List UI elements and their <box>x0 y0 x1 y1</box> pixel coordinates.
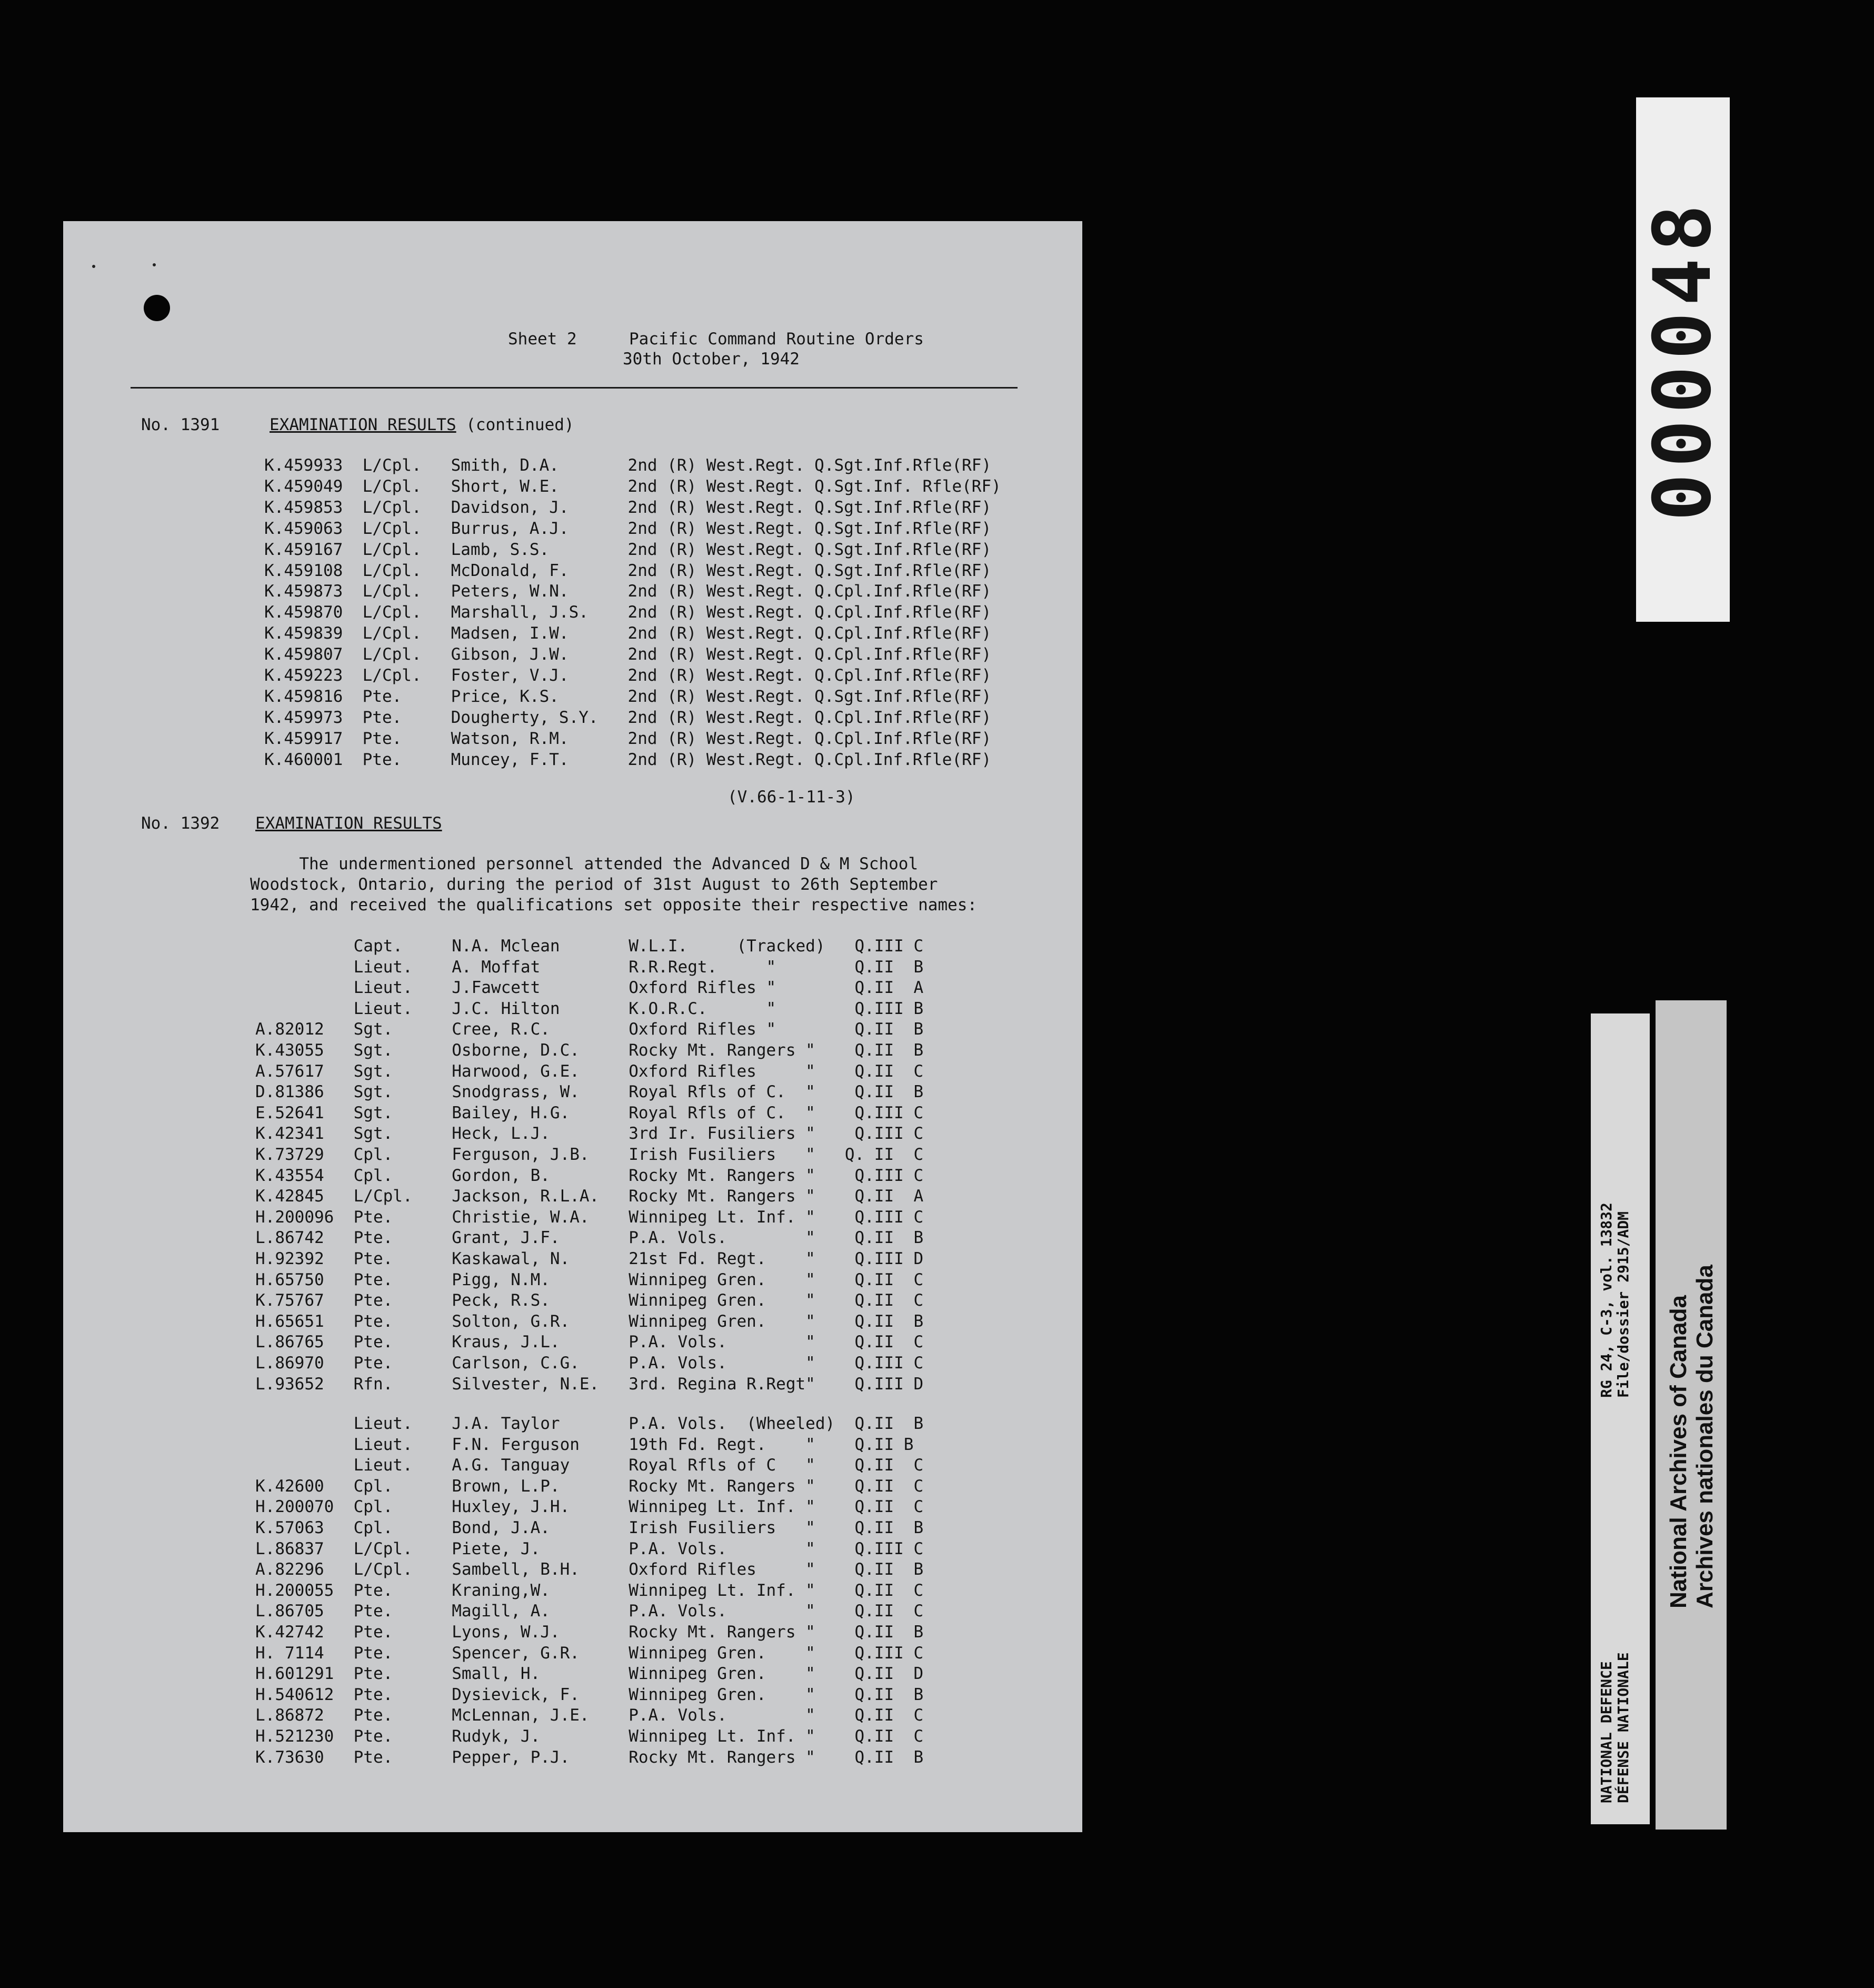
document-date: 30th October, 1942 <box>623 350 800 369</box>
speck <box>92 265 95 268</box>
result-row: H.540612 Pte. Dysievick, F. Winnipeg Gren. " Q.II B <box>255 1685 924 1704</box>
result-row: K.459933 L/Cpl. Smith, D.A. 2nd (R) West.Regt. Q.Sgt.Inf.Rfle(RF) <box>264 456 992 475</box>
frame-number-stamp <box>1636 97 1730 622</box>
speck <box>153 263 156 266</box>
result-row: H.601291 Pte. Small, H. Winnipeg Gren. " Q.II D <box>255 1664 924 1684</box>
result-row: K.459108 L/Cpl. McDonald, F. 2nd (R) West.Regt. Q.Sgt.Inf.Rfle(RF) <box>264 561 992 580</box>
result-row: Lieut. A.G. Tanguay Royal Rfls of C " Q.II C <box>255 1456 924 1475</box>
result-row: K.73729 Cpl. Ferguson, J.B. Irish Fusiliers " Q. II C <box>255 1145 924 1164</box>
result-row: K.43554 Cpl. Gordon, B. Rocky Mt. Rangers " Q.III C <box>255 1166 924 1185</box>
result-row: L.93652 Rfn. Silvester, N.E. 3rd. Regina R.Regt" Q.III D <box>255 1374 924 1394</box>
result-row: K.460001 Pte. Muncey, F.T. 2nd (R) West.Regt. Q.Cpl.Inf.Rfle(RF) <box>264 750 992 769</box>
order-title-1391-suffix: (continued) <box>456 415 574 434</box>
result-row: D.81386 Sgt. Snodgrass, W. Royal Rfls of C. " Q.II B <box>255 1082 924 1102</box>
result-row: Lieut. J.C. Hilton K.O.R.C. " Q.III B <box>255 999 924 1018</box>
archive-reference-label <box>1591 1013 1650 1824</box>
result-row: K.42845 L/Cpl. Jackson, R.L.A. Rocky Mt. Rangers " Q.II A <box>255 1187 924 1206</box>
result-row: A.57617 Sgt. Harwood, G.E. Oxford Rifles " Q.II C <box>255 1061 924 1081</box>
result-row: L.86765 Pte. Kraus, J.L. P.A. Vols. " Q.II C <box>255 1333 924 1352</box>
result-row: K.42341 Sgt. Heck, L.J. 3rd Ir. Fusiliers " Q.III C <box>255 1124 924 1144</box>
result-row: K.459870 L/Cpl. Marshall, J.S. 2nd (R) West.Regt. Q.Cpl.Inf.Rfle(RF) <box>264 603 992 622</box>
result-row: K.459063 L/Cpl. Burrus, A.J. 2nd (R) West.Regt. Q.Sgt.Inf.Rfle(RF) <box>264 519 992 538</box>
result-row: K.459853 L/Cpl. Davidson, J. 2nd (R) West.Regt. Q.Sgt.Inf.Rfle(RF) <box>264 498 992 517</box>
result-row: L.86742 Pte. Grant, J.F. P.A. Vols. " Q.II B <box>255 1228 924 1248</box>
result-row: Lieut. J.Fawcett Oxford Rifles " Q.II A <box>255 978 924 998</box>
result-row: H.92392 Pte. Kaskawal, N. 21st Fd. Regt. " Q.III D <box>255 1249 924 1268</box>
result-row: K.459839 L/Cpl. Madsen, I.W. 2nd (R) West.Regt. Q.Cpl.Inf.Rfle(RF) <box>264 624 992 643</box>
archives-name-en: National Archives of Canada <box>1666 1295 1691 1608</box>
result-row: E.52641 Sgt. Bailey, H.G. Royal Rfls of C. " Q.III C <box>255 1103 924 1122</box>
result-row: H.200070 Cpl. Huxley, J.H. Winnipeg Lt. Inf. " Q.II C <box>255 1497 924 1517</box>
result-row: L.86705 Pte. Magill, A. P.A. Vols. " Q.II C <box>255 1602 924 1621</box>
result-row: H.65651 Pte. Solton, G.R. Winnipeg Gren. " Q.II B <box>255 1311 924 1331</box>
department-en: NATIONAL DEFENCE <box>1598 1661 1615 1803</box>
order-title-1392: EXAMINATION RESULTS <box>255 814 442 833</box>
result-row: K.459167 L/Cpl. Lamb, S.S. 2nd (R) West.Regt. Q.Sgt.Inf.Rfle(RF) <box>264 540 992 559</box>
result-row: K.459873 L/Cpl. Peters, W.N. 2nd (R) West.Regt. Q.Cpl.Inf.Rfle(RF) <box>264 582 992 601</box>
result-row: Lieut. F.N. Ferguson 19th Fd. Regt. " Q.II B <box>255 1435 914 1454</box>
archives-logo-label <box>1656 1000 1727 1830</box>
punch-hole <box>144 295 170 321</box>
order-title-1391 <box>270 415 574 435</box>
document-page <box>63 221 1082 1832</box>
result-row: H.65750 Pte. Pigg, N.M. Winnipeg Gren. " Q.II C <box>255 1270 924 1289</box>
file-dossier-reference: File/dossier 2915/ADM <box>1614 1211 1632 1398</box>
document-title: Pacific Command Routine Orders <box>629 330 924 349</box>
result-row: H.521230 Pte. Rudyk, J. Winnipeg Lt. Inf. " Q.II C <box>255 1727 924 1746</box>
result-row: K.75767 Pte. Peck, R.S. Winnipeg Gren. " Q.II C <box>255 1291 924 1310</box>
result-row: K.459807 L/Cpl. Gibson, J.W. 2nd (R) West.Regt. Q.Cpl.Inf.Rfle(RF) <box>264 645 992 664</box>
result-row: L.86837 L/Cpl. Piete, J. P.A. Vols. " Q.III C <box>255 1539 924 1558</box>
frame-number: 000048 <box>1637 198 1729 521</box>
result-row: A.82012 Sgt. Cree, R.C. Oxford Rifles " Q.II B <box>255 1020 924 1039</box>
result-row: Lieut. J.A. Taylor P.A. Vols. (Wheeled) Q.II B <box>255 1414 924 1433</box>
result-row: A.82296 L/Cpl. Sambell, B.H. Oxford Rifles " Q.II B <box>255 1560 924 1579</box>
result-row: K.42600 Cpl. Brown, L.P. Rocky Mt. Rangers " Q.II C <box>255 1476 924 1496</box>
result-row: K.459223 L/Cpl. Foster, V.J. 2nd (R) West.Regt. Q.Cpl.Inf.Rfle(RF) <box>264 666 992 685</box>
result-row: H.200096 Pte. Christie, W.A. Winnipeg Lt. Inf. " Q.III C <box>255 1207 924 1227</box>
result-row: K.43055 Sgt. Osborne, D.C. Rocky Mt. Rangers " Q.II B <box>255 1041 924 1060</box>
record-group-reference: RG 24, C-3, vol. 13832 <box>1598 1202 1615 1398</box>
result-row: K.459917 Pte. Watson, R.M. 2nd (R) West.Regt. Q.Cpl.Inf.Rfle(RF) <box>264 729 992 748</box>
result-row: Capt. N.A. Mclean W.L.I. (Tracked) Q.III C <box>255 937 924 956</box>
department-fr: DÉFENSE NATIONALE <box>1614 1652 1632 1803</box>
order-title-1391-main: EXAMINATION RESULTS <box>270 415 456 434</box>
result-row: L.86970 Pte. Carlson, C.G. P.A. Vols. " Q.III C <box>255 1354 924 1373</box>
order-number-1391: No. 1391 <box>141 415 220 434</box>
sheet-number: Sheet 2 <box>508 330 577 349</box>
result-row: K.459049 L/Cpl. Short, W.E. 2nd (R) West.Regt. Q.Sgt.Inf. Rfle(RF) <box>264 476 1001 496</box>
result-row: H. 7114 Pte. Spencer, G.R. Winnipeg Gren. " Q.III C <box>255 1643 924 1663</box>
result-row: K.57063 Cpl. Bond, J.A. Irish Fusiliers " Q.II B <box>255 1518 924 1537</box>
result-row: L.86872 Pte. McLennan, J.E. P.A. Vols. " Q.II C <box>255 1706 924 1725</box>
file-reference: (V.66-1-11-3) <box>727 788 855 807</box>
result-row: K.459973 Pte. Dougherty, S.Y. 2nd (R) West.Regt. Q.Cpl.Inf.Rfle(RF) <box>264 708 992 727</box>
result-row: K.42742 Pte. Lyons, W.J. Rocky Mt. Rangers " Q.II B <box>255 1623 924 1642</box>
archives-name-fr: Archives nationales du Canada <box>1692 1265 1718 1608</box>
result-row: K.73630 Pte. Pepper, P.J. Rocky Mt. Rangers " Q.II B <box>255 1747 924 1767</box>
intro-line: 1942, and received the qualifications set opposite their respective names: <box>250 896 978 915</box>
order-number-1392: No. 1392 <box>141 814 220 833</box>
result-row: H.200055 Pte. Kraning,W. Winnipeg Lt. Inf. " Q.II C <box>255 1581 924 1600</box>
intro-line: The undermentioned personnel attended the Advanced D & M School <box>250 854 919 873</box>
result-row: K.459816 Pte. Price, K.S. 2nd (R) West.Regt. Q.Sgt.Inf.Rfle(RF) <box>264 687 992 706</box>
header-rule <box>131 387 1018 389</box>
result-row: Lieut. A. Moffat R.R.Regt. " Q.II B <box>255 957 924 977</box>
intro-line: Woodstock, Ontario, during the period of 31st August to 26th September <box>250 875 938 894</box>
